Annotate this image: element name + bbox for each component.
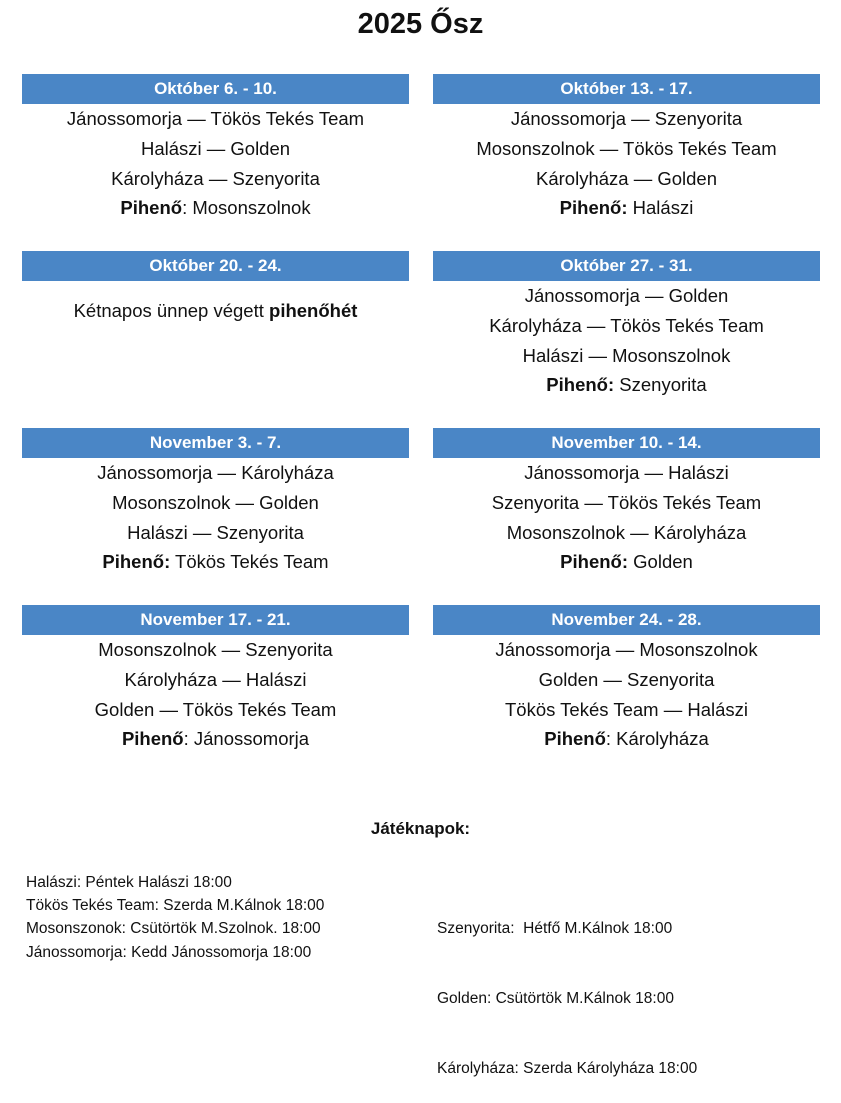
game-day-line: Jánossomorja: Kedd Jánossomorja 18:00	[26, 943, 312, 961]
week-block	[433, 428, 820, 577]
match-line: Mosonszolnok — Golden	[112, 491, 319, 513]
game-day-line: Károlyháza: Szerda Károlyháza 18:00	[437, 1059, 698, 1077]
game-day-line: Golden: Csütörtök M.Kálnok 18:00	[437, 990, 674, 1007]
week-header: November 17. - 21.	[22, 605, 409, 635]
match-list	[433, 635, 820, 754]
match-line: Halászi — Mosonszolnok	[522, 344, 731, 366]
match-line: Károlyháza — Golden	[536, 167, 717, 189]
week-header: November 24. - 28.	[433, 605, 820, 635]
rest-label-text: Pihenő	[560, 551, 622, 573]
rest-separator: :	[183, 728, 189, 750]
game-day-line: Halászi: Péntek Halászi 18:00	[26, 874, 232, 891]
match-line: Jánossomorja — Golden	[524, 285, 729, 306]
week-block	[22, 605, 409, 754]
match-line: Jánossomorja — Szenyorita	[510, 108, 743, 129]
rest-label	[544, 728, 606, 749]
rest-team: Szenyorita	[614, 374, 707, 396]
match-line: Mosonszolnok — Szenyorita	[98, 639, 333, 660]
rest-label	[560, 551, 628, 572]
match-line: Károlyháza — Halászi	[124, 668, 307, 690]
game-day-line: Tökös Tekés Team: Szerda M.Kálnok 18:00	[26, 897, 325, 915]
rest-separator: :	[607, 374, 615, 396]
game-day-line: Mosonszonok: Csütörtök M.Szolnok. 18:00	[26, 920, 321, 938]
rest-line	[22, 193, 409, 223]
week-block	[22, 74, 409, 223]
match-list	[22, 104, 409, 223]
match-list	[433, 104, 820, 223]
rest-line	[433, 724, 820, 754]
match-line: Halászi — Szenyorita	[127, 521, 304, 543]
rest-separator: :	[621, 551, 629, 573]
rest-separator: :	[605, 728, 612, 750]
match-line: Golden — Szenyorita	[538, 668, 715, 690]
match-list	[433, 281, 820, 400]
rest-line	[22, 547, 409, 577]
rest-team: Tökös Tekés Team	[170, 551, 329, 573]
match-line: Jánossomorja — Károlyháza	[97, 462, 334, 483]
match-line: Golden — Tökös Tekés Team	[94, 698, 337, 720]
match-line: Tökös Tekés Team — Halászi	[505, 698, 748, 720]
game-day-line: Szenyorita: Hétfő M.Kálnok 18:00	[437, 920, 673, 938]
holiday-note	[22, 281, 409, 325]
match-line: Szenyorita — Tökös Tekés Team	[491, 491, 762, 513]
note-text: Kétnapos ünnep végett	[73, 300, 270, 321]
game-days-title: Játéknapok:	[370, 819, 471, 838]
rest-label-text: Pihenő	[544, 728, 606, 750]
match-list	[22, 458, 409, 577]
week-header: Október 13. - 17.	[433, 74, 820, 104]
week-block	[433, 605, 820, 754]
rest-line	[22, 724, 409, 754]
week-header: November 10. - 14.	[433, 428, 820, 458]
match-line: Jánossomorja — Tökös Tekés Team	[66, 108, 365, 129]
rest-label-text: Pihenő	[121, 728, 184, 750]
rest-separator: :	[182, 197, 188, 219]
rest-team: Jánossomorja	[188, 728, 310, 750]
rest-separator: :	[621, 197, 628, 219]
rest-label-text: Pihenő	[546, 374, 608, 396]
rest-team: Mosonszolnok	[187, 197, 311, 219]
rest-label	[560, 197, 628, 218]
week-block	[22, 428, 409, 577]
rest-team: Károlyháza	[611, 728, 709, 750]
week-header: Október 20. - 24.	[22, 251, 409, 281]
note-emphasis: pihenőhét	[269, 300, 358, 321]
match-line: Mosonszolnok — Károlyháza	[506, 521, 747, 543]
rest-team: Golden	[628, 551, 693, 573]
rest-label	[122, 728, 184, 749]
game-days-left	[26, 871, 324, 964]
match-line: Károlyháza — Tökös Tekés Team	[489, 314, 764, 336]
match-line: Jánossomorja — Mosonszolnok	[495, 639, 758, 660]
rest-label	[102, 551, 170, 572]
rest-line	[433, 547, 820, 577]
rest-line	[433, 370, 820, 400]
week-header: Október 6. - 10.	[22, 74, 409, 104]
week-block	[22, 251, 409, 325]
game-days-right	[437, 871, 697, 1103]
week-block	[433, 251, 820, 400]
rest-separator: :	[164, 551, 171, 573]
rest-label: Pihenő	[120, 197, 183, 219]
match-line: Halászi — Golden	[140, 137, 291, 159]
week-block	[433, 74, 820, 223]
match-line: Jánossomorja — Halászi	[524, 462, 729, 483]
match-line: Mosonszolnok — Tökös Tekés Team	[476, 137, 777, 159]
rest-label	[546, 374, 614, 395]
week-header: November 3. - 7.	[22, 428, 409, 458]
week-header: Október 27. - 31.	[433, 251, 820, 281]
rest-label-text: Pihenő	[102, 551, 165, 573]
rest-label-text: Pihenő	[559, 197, 622, 219]
rest-line	[433, 193, 820, 223]
match-line: Károlyháza — Szenyorita	[111, 167, 320, 189]
page-title: 2025 Ősz	[357, 8, 484, 40]
rest-team: Halászi	[627, 197, 694, 219]
match-list	[433, 458, 820, 577]
match-list	[22, 635, 409, 754]
